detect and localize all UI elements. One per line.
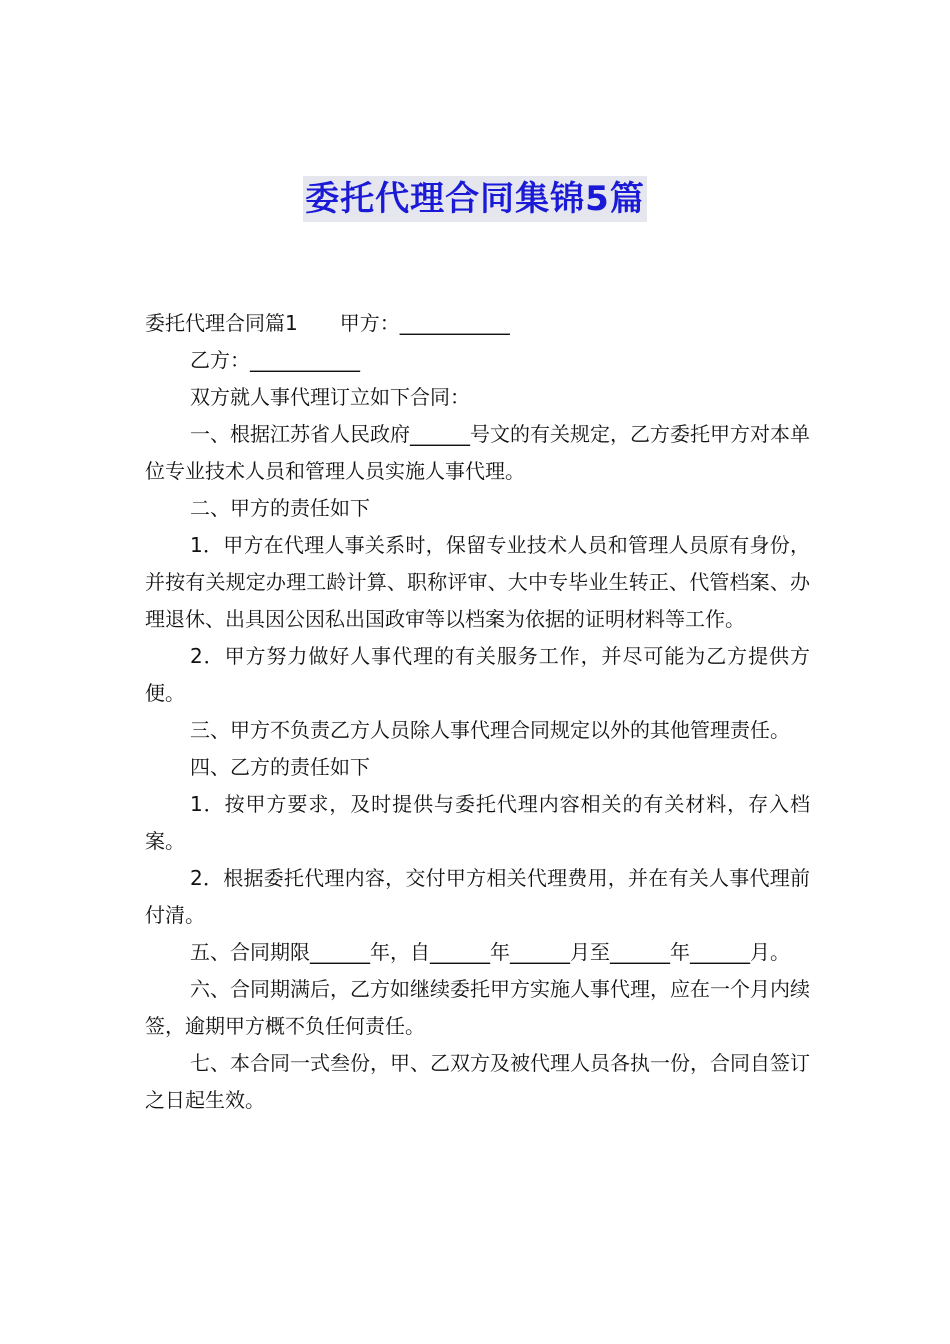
paragraph: 一、根据江苏省人民政府______号文的有关规定，乙方委托甲方对本单位专业技术人员和管理人员实施人事代理。 [145, 422, 810, 483]
paragraph: 六、合同期满后，乙方如继续委托甲方实施人事代理，应在一个月内续签，逾期甲方概不负任何责任。 [145, 977, 810, 1038]
document-title: 委托代理合同集锦5篇 [303, 176, 647, 222]
section-label: 委托代理合同篇1 [145, 311, 298, 335]
paragraph: 三、甲方不负责乙方人员除人事代理合同规定以外的其他管理责任。 [190, 718, 790, 742]
document-body [145, 305, 810, 1119]
paragraph: 五、合同期限______年，自______年______月至______年______月。 [190, 940, 790, 964]
paragraph: 双方就人事代理订立如下合同： [190, 385, 470, 409]
paragraph: 二、甲方的责任如下 [190, 496, 370, 520]
paragraph: 乙方：___________ [190, 348, 360, 372]
title-container [0, 176, 950, 222]
paragraph: 2．甲方努力做好人事代理的有关服务工作，并尽可能为乙方提供方便。 [145, 644, 810, 705]
paragraph: 四、乙方的责任如下 [190, 755, 370, 779]
section-heading-line [145, 305, 810, 342]
paragraph: 1．按甲方要求，及时提供与委托代理内容相关的有关材料，存入档案。 [145, 792, 810, 853]
paragraph: 1．甲方在代理人事关系时，保留专业技术人员和管理人员原有身份，并按有关规定办理工龄计算、职称评审、大中专毕业生转正、代管档案、办理退休、出具因公因私出国政审等以档案为依据的证明材料等工作。 [145, 533, 810, 631]
paragraph: 2．根据委托代理内容，交付甲方相关代理费用，并在有关人事代理前付清。 [145, 866, 810, 927]
party-a-line: 甲方：___________ [339, 311, 510, 335]
paragraph: 七、本合同一式叁份，甲、乙双方及被代理人员各执一份，合同自签订之日起生效。 [145, 1051, 810, 1112]
